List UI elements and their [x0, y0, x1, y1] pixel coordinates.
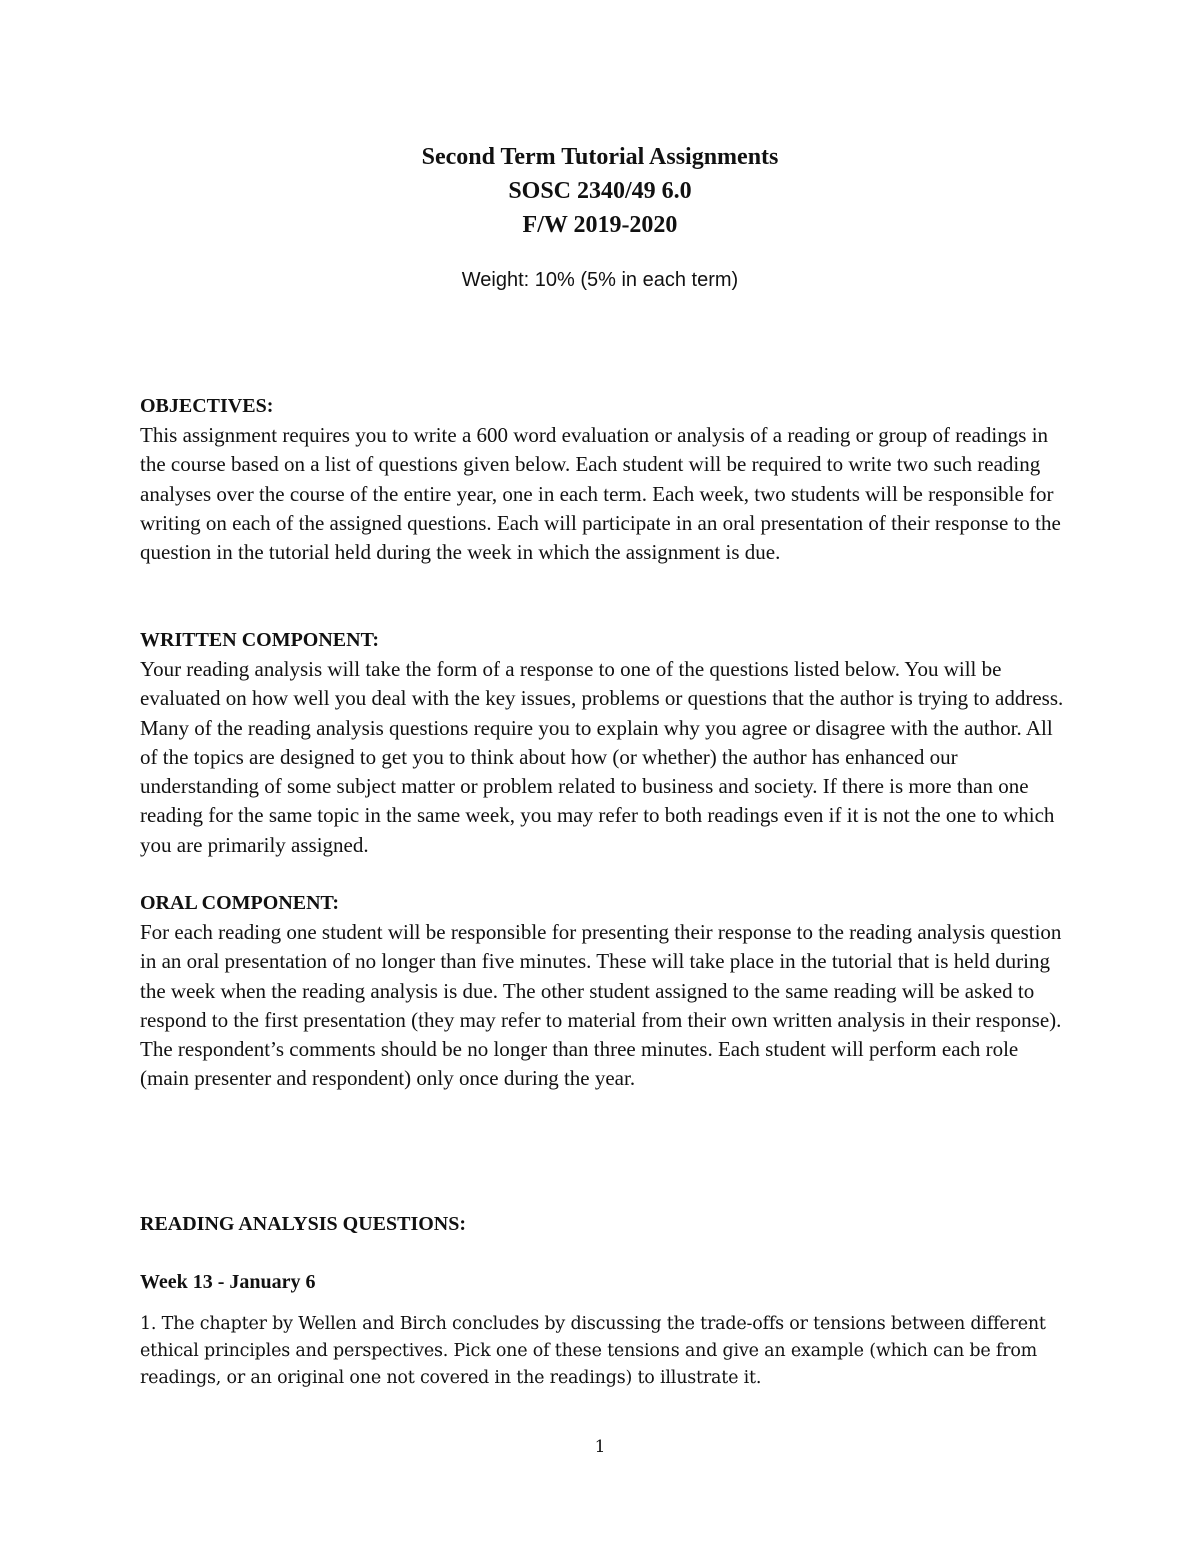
question-item: 1. The chapter by Wellen and Birch concludes by discussing the trade-offs or tensions between different ethical principles and perspectives. Pick one of these tensions and give an example (which can be from readings, or an original one not covered in the readings) to illustrate it. — [140, 1314, 1046, 1388]
questions-section — [140, 1210, 1070, 1239]
oral-component-heading: ORAL COMPONENT: — [140, 892, 340, 914]
page-number: 1 — [594, 1437, 606, 1457]
question-list — [140, 1311, 1070, 1392]
objectives-heading: OBJECTIVES: — [140, 395, 274, 417]
written-component-body: Your reading analysis will take the form of a response to one of the questions listed below. You will be evaluated on how well you deal with the key issues, problems or questions that the author is trying to address. Many of the reading analysis questions require you to explain why you agree or disagree with the author. All of the topics are designed to get you to think about how (or whether) the author has enhanced our understanding of some subject matter or problem related to business and society. If there is more than one reading for the same topic in the same week, you may refer to both readings even if it is not the one to which you are primarily assigned. — [140, 657, 1064, 857]
objectives-section — [140, 392, 1070, 567]
week-section — [140, 1268, 1070, 1297]
document-title: Second Term Tutorial Assignments — [421, 144, 779, 170]
week-heading: Week 13 - January 6 — [140, 1271, 316, 1293]
written-component-section — [140, 626, 1070, 860]
objectives-body: This assignment requires you to write a 600 word evaluation or analysis of a reading or group of readings in the course based on a list of questions given below. Each student will be required to write two such reading analyses over the course of the entire year, one in each term. Each week, two students will be responsible for writing on each of the assigned questions. Each will participate in an oral presentation of their response to the question in the tutorial held during the week in which the assignment is due. — [140, 423, 1061, 565]
written-component-heading: WRITTEN COMPONENT: — [140, 629, 380, 651]
oral-component-body: For each reading one student will be responsible for presenting their response to the reading analysis question in an oral presentation of no longer than five minutes. These will take place in the tutorial that is held during the week when the reading analysis is due. The other student assigned to the same reading will be asked to respond to the first presentation (they may refer to material from their own written analysis in their response). The respondent’s comments should be no longer than three minutes. Each student will perform each role (main presenter and respondent) only once during the year. — [140, 920, 1062, 1091]
weight-line: Weight: 10% (5% in each term) — [461, 269, 739, 291]
oral-component-section — [140, 889, 1070, 1094]
title-block — [0, 140, 1200, 294]
questions-heading: READING ANALYSIS QUESTIONS: — [140, 1213, 467, 1235]
academic-term: F/W 2019-2020 — [522, 212, 678, 238]
course-code: SOSC 2340/49 6.0 — [508, 178, 692, 204]
